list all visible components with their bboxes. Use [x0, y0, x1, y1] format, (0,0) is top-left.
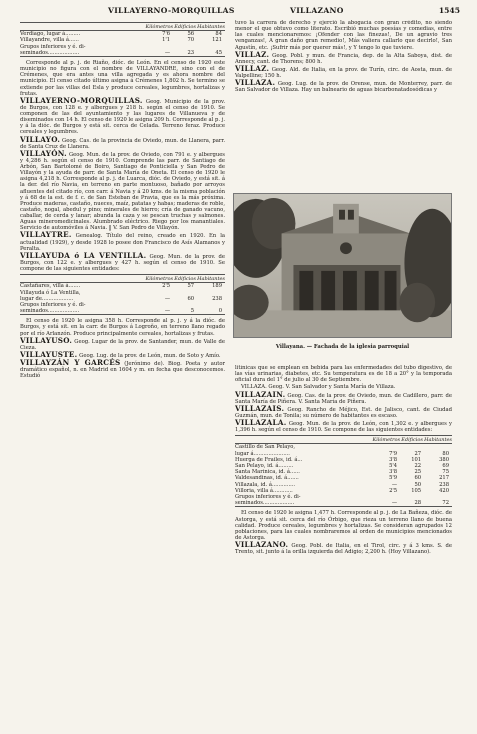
entry-text: Geog. Mun. de la prov. de Burgos, con 122 e. y albergues y 427 h. según el censo de 1910. Se compone de las siguientes entidades: — [20, 253, 225, 273]
row-label: Huerga de Frailes, id. á... — [235, 456, 303, 463]
row-km: 3'8 — [389, 469, 398, 476]
entry-headword: VILLAYO. — [20, 134, 61, 144]
row-label: Villayandre, villa á...... — [20, 37, 79, 44]
entry-text: Geog. Municipio de la prov. de Burgos, con 128 e. y albergues y 218 h. según el censo de 1910. Se componen de las del ayuntamiento y las lugares de Villanueva y de diseminados con 14 h. El censo de 1920 le asigna 209 h. Corresponde al p. j. y á la dióc. de Burgos y está sit. cerca de Celada. Terreno feraz. Produce cereales y legumbres. — [20, 98, 225, 136]
row-edificios: 60 — [414, 475, 422, 482]
row-habitantes: 0 — [197, 308, 225, 315]
paragraph: VILLAZA. Geog. V. San Salvador y Santa María de Villaza. — [241, 384, 396, 391]
row-label: Grupos inferiores y é. di- — [235, 494, 301, 501]
table-header-edificios: Edificios — [401, 436, 423, 443]
entry-villayon — [20, 148, 225, 232]
entry-text: Geog. Mun. de la prov. de Oviedo, con 791 e. y albergues y 4,286 h. según el censo de 1910. Comprende las parr. de Santiago de Arbón, San Bartolomé de Boiro, Santiago de Ponticiella y San Pedro de Villayón y la ayuda de parr. de Santa María de Oneta. El censo de 1920 le asigna 4,218 h. Corresponde al p. j. de Luarca, dióc. de Oviedo, y está sit. á la der. del río Navia, en terreno en parte montuoso, bañado por arroyos afluentes del citado río, con carr. á Navia y á 20 kms. de la misma población y á 68 de la est. de f. c. de San Esteban de Pravia, que es la más próxima. Produce maderas, castaño, nueces, maíz, patatas y habas; maderas de roble, castaño, nogal, abedul y pino; minerales de hierro; cría de ganado vacuno, caballar, de cerda y lanar; abunda la caza y se pescan truchas y salmones. Aguas mineromedicinales. Alumbrado eléctrico. Riego por los manantiales. Servicio de automóviles á Navia. ‖ V. San Pedro de Villayón. — [20, 151, 225, 232]
table-header-habitantes: Habitantes — [197, 275, 225, 282]
right-column-top — [235, 20, 452, 180]
row-label: Villazala, id. á.............. — [235, 481, 296, 488]
paragraph: El censo de 1920 le asigna 1,477 h. Corresponde al p. j. de La Bañeza, dióc. de Astorga, y está sit. cerca del río Órbigo, que rieza un terreno llano de buena calidad. Produce cereales, legumbres y hortalizas. Se consideran agrupados 12 poblaciones, para las cuales nombraremos al orden de municipios mencionados de Astorga. — [235, 510, 452, 541]
row-label: seminados................... — [235, 500, 372, 507]
row-label: San Pelayo, id. á......... — [235, 463, 294, 470]
table-header-km: Kilómetros — [145, 275, 174, 282]
table-header-blank — [20, 275, 145, 283]
table-header-km: Kilómetros — [145, 23, 174, 30]
table-row — [20, 50, 225, 57]
table-header-blank — [235, 436, 372, 444]
row-km: 2'5 — [389, 487, 398, 494]
row-label: Castañares, villa á....... — [20, 283, 81, 290]
row-km: 2'5 — [162, 283, 171, 290]
row-habitantes: 69 — [442, 463, 449, 470]
entry-villayerno-morquillas — [20, 95, 225, 136]
row-label: seminados................... — [20, 50, 145, 57]
running-header — [20, 6, 460, 18]
table-row — [20, 283, 225, 290]
entry-text: Geog. Cas. de la provincia de Oviedo, mun. de Llanera, parr. de Santa Cruz de Llanera. — [20, 137, 225, 150]
entry-text: Geog. Mun. de la prov. de León, con 1,302 e. y albergues y 1,396 h. según el censo de 1910. Se compone de las siguientes entidades: — [235, 421, 452, 434]
table-header-edificios: Edificios — [174, 275, 196, 282]
paragraph: tuvo la carrera de derecho y ejerció la abogacía con gran crédito, no siendo menor el que obtuvo como literato. Escribió muchas poesías y comedias, entre las cuales mencionaremos: ¡Ofender con las finezas!, De un agravio tres venganzas!, A gran daño gran remedio!, Más valiera callarlo que decirlo!, San Agustín, etc. ¡Sufrir más por querer más!, y Y tengo lo que tuviere. — [235, 20, 452, 51]
entry-villayuso — [20, 335, 225, 351]
row-habitantes: 420 — [439, 487, 449, 494]
row-edificios: 57 — [187, 283, 195, 290]
entry-villaz-france — [235, 49, 452, 65]
row-km: — — [391, 481, 398, 488]
table-row — [235, 444, 452, 451]
paragraph: El censo de 1920 le asigna 358 h. Corresponde al p. j. y á la dióc. de Burgos, y está sit. en la carr. de Burgos á Logroño, en terreno llano regado por el río Arlanzón. Produce principalmente cereales, hortalizas y frutas. — [20, 318, 225, 337]
entry-text: Geog. Rancho de Méjico, Est. de Jalisco, cant. de Ciudad Guzmán, mun. de Tonila; su número de habitantes es escaso. — [235, 406, 452, 419]
table-row — [235, 500, 452, 507]
entry-headword: VILLAYZÁN Y GARCÉS — [20, 358, 121, 368]
row-km: 5'4 — [389, 463, 398, 470]
stats-table-villayuda — [20, 274, 225, 315]
row-label: Santa Marinica, id. á...... — [235, 469, 300, 476]
row-label: Castillo de San Pelayo, — [235, 444, 296, 451]
stats-table-villayandre — [20, 22, 225, 57]
header-left-entry: VILLAYERNO-MORQUILLAS — [108, 6, 235, 15]
entry-text: (Jerónimo de). Biog. Poeta y autor dramático español, n. en Madrid en 1604 y m. en fecha que desconocemos. Estudió — [20, 361, 225, 380]
stats-table-villazala — [235, 435, 452, 507]
row-edificios: 50 — [414, 481, 422, 488]
table-header-edificios: Edificios — [174, 23, 196, 30]
entry-villayzan-y-garces — [20, 360, 225, 379]
table-header-row — [20, 23, 225, 31]
row-edificios: 56 — [187, 31, 195, 38]
row-label: Villoria, villa á............ — [235, 487, 293, 494]
entry-headword: VILLAZAIN. — [235, 389, 286, 399]
row-edificios: 27 — [414, 450, 422, 457]
entry-headword: VILLAYUSO. — [20, 335, 73, 345]
row-habitantes: 238 — [439, 481, 449, 488]
table-row — [20, 308, 225, 315]
entry-villayuda — [20, 250, 225, 273]
entry-text: Geog. Lug. de la prov. de Orense, mun. de Monterrey, parr. de San Salvador de Villaza. Hay un balneario de aguas bicarbonatadosódicas y — [235, 81, 452, 94]
row-km — [372, 444, 400, 451]
entry-villayo — [20, 134, 225, 150]
paragraph: litínicas que se emplean en bebida para las enfermedades del tubo digestivo, de las vías urinarias, diabetes, etc. Su temperatura es de 18 a 20° y la temporada oficial dura del 1° de julio al 30 de Septiembre. — [235, 365, 452, 384]
entry-headword: VILLAYUDA ó LA VENTILLA. — [20, 250, 147, 260]
entry-text: Geog. Lug. de la prov. de León, mun. de Soto y Amío. — [79, 352, 221, 359]
photo-illustration — [234, 194, 451, 337]
paragraph: Corresponde al p. j. de Riaño, dióc. de León. En el censo de 1920 este municipio no figura con el nombre de VILLAYANDRE, sino con el de Crémenes, que era antes una villa agregada y es ahora nombre del municipio. El censo citado último asigna á Crémenes 1,802 h. Se termino se extiende por las villas del Esla y produce cereales, legumbres, hortalizas y frutas. — [20, 60, 225, 97]
row-habitantes: 72 — [424, 500, 452, 507]
entry-text: Genealog. Título del reino, creado en 1920. En la actualidad (1929), y desde 1928 lo posee don Francisco de Asís Alamanos y Peralta. — [20, 233, 225, 252]
left-column — [20, 20, 225, 728]
row-edificios: 70 — [187, 37, 195, 44]
entry-headword: VILLAZA. — [235, 78, 276, 88]
entry-text: Geog. Lugar de la prov. de Santander, mun. de Valle de Cieza. — [20, 338, 225, 351]
table-header-km: Kilómetros — [372, 436, 401, 443]
entry-villaz-italy — [235, 63, 452, 79]
entry-text: Geog. Cas. de la prov. de Oviedo, mun. de Cadillero, parr. de Santa María de Piñera. V. Santa María de Piñera. — [235, 392, 452, 405]
table-header-habitantes: Habitantes — [197, 23, 225, 30]
row-label: seminados................... — [20, 308, 145, 315]
row-habitantes: 45 — [197, 50, 225, 57]
row-habitantes: 189 — [212, 283, 222, 290]
row-km: 5'9 — [389, 475, 398, 482]
row-edificios: 22 — [414, 463, 422, 470]
row-km: — — [164, 295, 171, 302]
row-habitantes: 84 — [215, 31, 222, 38]
row-edificios: 101 — [411, 456, 422, 463]
table-header-row — [235, 436, 452, 444]
entry-headword: VILLAZ. — [235, 49, 270, 59]
entry-text: Geog. Pobl. de Italia, en el Tirol, circ. y á 3 kms. S. de Trento, sit. junto á la orilla izquierda del Adigio; 2,200 h. (Hoy Villazano). — [235, 543, 452, 556]
row-label: Grupos inferiores y é. di- — [20, 301, 86, 308]
row-edificios: 28 — [400, 500, 424, 507]
entry-villaza — [235, 80, 452, 93]
entry-headword: VILLAYTRE. — [20, 230, 72, 240]
photo-caption: Villayana. — Fachada de la iglesia parroquial — [275, 344, 410, 350]
row-edificios: 25 — [414, 469, 422, 476]
row-km: — — [145, 50, 173, 57]
row-edificios — [400, 444, 424, 451]
row-km: — — [145, 308, 173, 315]
entry-villaytre — [20, 232, 225, 251]
entry-headword: VILLAZANO. — [235, 540, 289, 550]
row-habitantes: 80 — [442, 450, 449, 457]
right-column-bottom — [235, 365, 452, 725]
row-habitantes: 238 — [212, 295, 222, 302]
church-facade-photo — [233, 193, 452, 338]
row-habitantes — [424, 444, 452, 451]
row-habitantes: 75 — [442, 469, 449, 476]
row-edificios: 105 — [411, 487, 422, 494]
row-habitantes: 121 — [212, 37, 222, 44]
row-edificios: 60 — [187, 295, 195, 302]
entry-headword: VILLAYÓN. — [20, 148, 67, 158]
row-km: 3'8 — [389, 456, 398, 463]
table-header-row — [20, 275, 225, 283]
row-km: 7'9 — [389, 450, 398, 457]
entry-villazano — [235, 542, 452, 555]
header-right-entry: VILLAZANO — [290, 6, 344, 15]
row-edificios: 5 — [173, 308, 197, 315]
row-km: 7'6 — [162, 31, 171, 38]
row-habitantes: 217 — [439, 475, 449, 482]
row-km: — — [372, 500, 400, 507]
entry-text: Geog. Pobl. y mun. de Francia, dep. de la Alta Saboya, dist. de Annecy, cant. de Thorens; 800 h. — [235, 52, 452, 65]
entry-villazain — [235, 389, 452, 405]
page-number: 1545 — [438, 6, 460, 15]
entry-villazais — [235, 403, 452, 419]
row-edificios: 23 — [173, 50, 197, 57]
entry-headword: VILLAZALA. — [235, 418, 287, 427]
entry-headword: VILLAZAIS. — [235, 403, 285, 413]
row-label: Villayuda ó La Ventilla, — [20, 289, 81, 296]
row-label: lugar de................... — [20, 295, 74, 302]
row-label: Valdesandinas, id. á....... — [235, 475, 299, 482]
entry-text: Geog. Ald. de Italia, en la prov. de Turín, circ. de Aosta, mun. de Valpelline; 150 h. — [235, 66, 452, 79]
entry-villazala — [235, 420, 452, 433]
row-label: lugar á...................... — [235, 450, 290, 457]
row-km: 1'1 — [162, 37, 171, 44]
table-header-blank — [20, 23, 145, 31]
row-label: Verdiago, lugar á......... — [20, 31, 81, 38]
entry-headword: VILLAZ. — [235, 63, 270, 73]
entry-headword: VILLAYUSTE. — [20, 349, 78, 359]
entry-headword: VILLAYERNO-MORQUILLAS. — [20, 95, 143, 105]
row-habitantes: 380 — [439, 456, 449, 463]
table-header-habitantes: Habitantes — [424, 436, 452, 443]
row-label: Grupos inferiores y é. di- — [20, 43, 86, 50]
